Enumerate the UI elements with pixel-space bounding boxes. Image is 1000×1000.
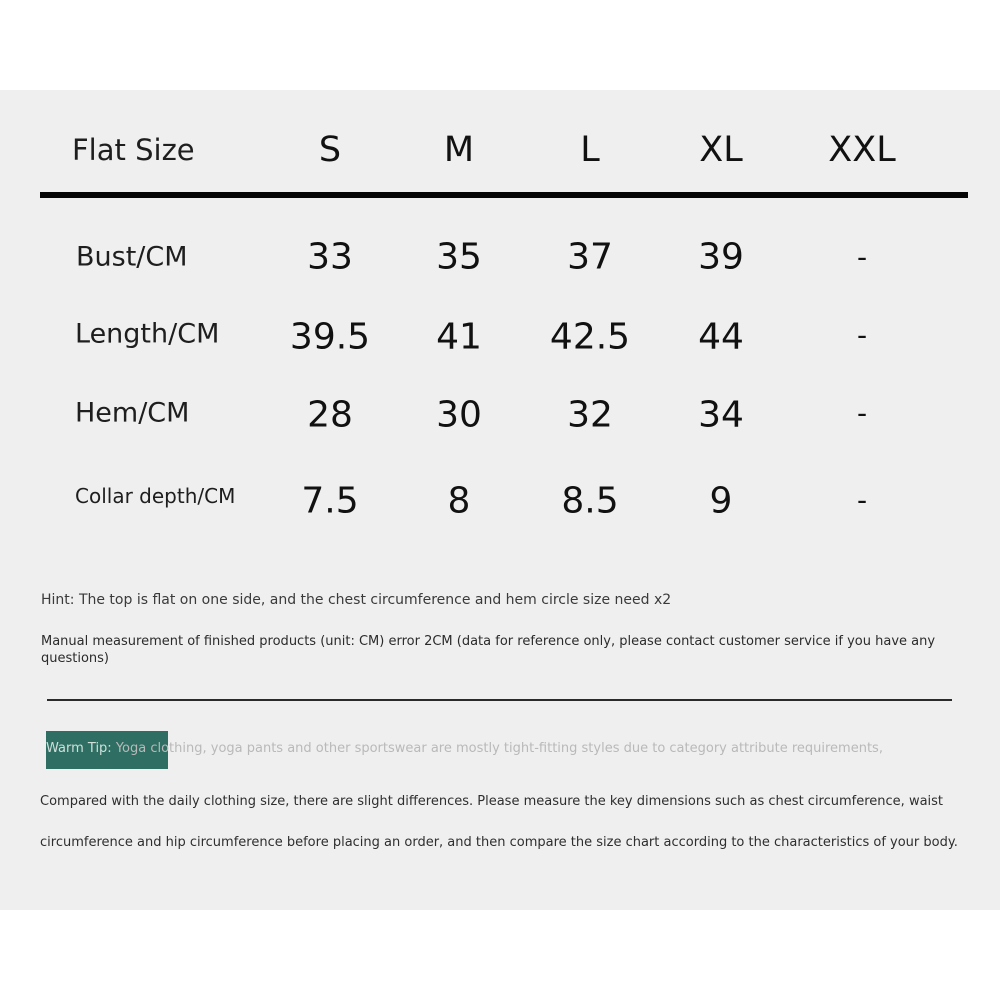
measurement-note: Manual measurement of finished products (unit: CM) error 2CM (data for reference only, please contact customer service if you have any questions) bbox=[41, 634, 936, 666]
header-divider bbox=[40, 192, 968, 198]
table-cell: 30 bbox=[436, 394, 482, 436]
table-cell: 39.5 bbox=[289, 316, 371, 358]
table-cell: 42.5 bbox=[549, 316, 631, 358]
table-cell: 35 bbox=[436, 236, 482, 278]
row-label-length: Length/CM bbox=[75, 318, 220, 350]
warm-tip-label: Warm Tip: bbox=[46, 741, 112, 756]
size-chart-panel bbox=[0, 90, 1000, 910]
header-label: Flat Size bbox=[72, 133, 195, 167]
row-label-bust: Bust/CM bbox=[76, 241, 188, 273]
size-header-xxl: XXL bbox=[828, 130, 896, 170]
table-cell-empty: - bbox=[856, 396, 868, 430]
table-cell-empty: - bbox=[856, 240, 868, 274]
size-header-xl: XL bbox=[699, 130, 743, 170]
table-cell: 34 bbox=[698, 394, 744, 436]
table-cell: 7.5 bbox=[301, 480, 359, 522]
size-table bbox=[0, 90, 1000, 550]
measurement-hint: Hint: The top is flat on one side, and the chest circumference and hem circle size need x2 bbox=[41, 592, 672, 608]
size-advice-line-1: Compared with the daily clothing size, there are slight differences. Please measure the key dimensions such as chest circumference, waist bbox=[40, 794, 944, 809]
table-cell: 8 bbox=[447, 480, 471, 522]
warm-tip-text: Yoga clothing, yoga pants and other sportswear are mostly tight-fitting styles due to category attribute requirements, bbox=[111, 741, 883, 756]
row-label-hem: Hem/CM bbox=[75, 397, 190, 429]
size-header-m: M bbox=[443, 130, 475, 170]
table-cell: 39 bbox=[698, 236, 744, 278]
table-cell-empty: - bbox=[856, 318, 868, 352]
table-cell-empty: - bbox=[856, 483, 868, 517]
warm-tip-line bbox=[46, 741, 883, 756]
table-cell: 8.5 bbox=[561, 480, 619, 522]
size-header-l: L bbox=[580, 130, 600, 170]
table-cell: 32 bbox=[567, 394, 613, 436]
section-divider bbox=[47, 699, 952, 701]
table-cell: 44 bbox=[698, 316, 744, 358]
table-cell: 33 bbox=[307, 236, 353, 278]
table-cell: 9 bbox=[709, 480, 733, 522]
size-advice-line-2: circumference and hip circumference before placing an order, and then compare the size chart according to the characteristics of your body. bbox=[40, 835, 958, 850]
table-cell: 28 bbox=[307, 394, 353, 436]
table-cell: 41 bbox=[436, 316, 482, 358]
row-label-collar-depth: Collar depth/CM bbox=[75, 484, 236, 508]
table-cell: 37 bbox=[567, 236, 613, 278]
size-header-s: S bbox=[318, 130, 342, 170]
